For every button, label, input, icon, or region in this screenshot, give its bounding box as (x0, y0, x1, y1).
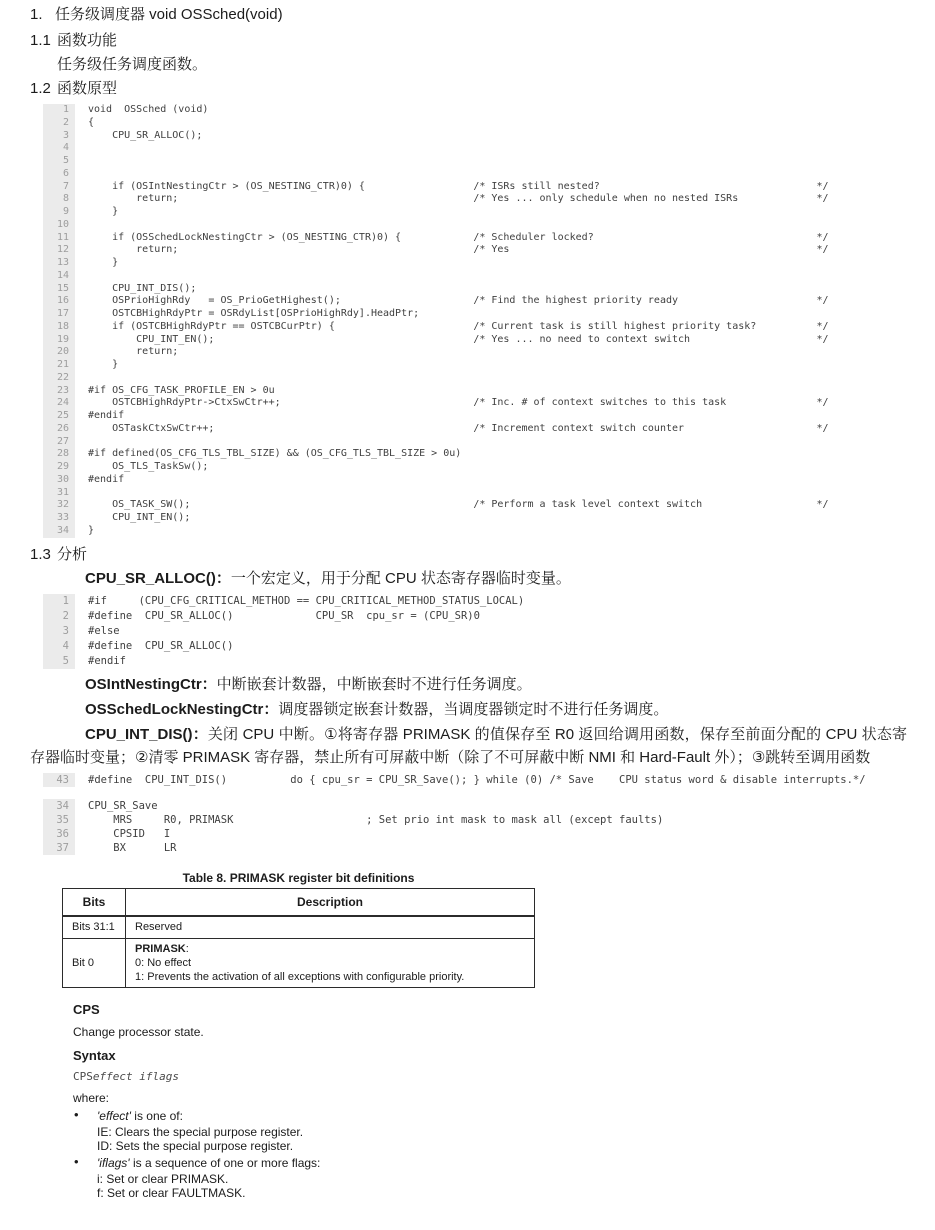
list-item-iflags (73, 1156, 907, 1170)
line-number: 4 (62, 142, 69, 154)
code-line: if (OSTCBHighRdyPtr == OSTCBCurPtr) { /* Current task is still highest priority task? */ (88, 320, 829, 332)
table8-bit-0: Bit 0 (63, 938, 126, 987)
table8-desc-reserved: Reserved (126, 916, 535, 938)
line-number: 20 (56, 346, 69, 358)
code-line: #define CPU_INT_DIS() do { cpu_sr = CPU_SR_Save(); } while (0) /* Save CPU status word & disable interrupts.*/ (88, 773, 866, 786)
list-item-effect (73, 1109, 907, 1123)
paragraph-cpu-sr-alloc (30, 569, 907, 589)
term-text: 调度器锁定嵌套计数器，当调度器锁定时不进行任务调度。 (278, 700, 669, 718)
paragraph-osintnestingctr (30, 675, 907, 695)
line-number: 4 (62, 639, 69, 652)
code-line: OSTCBHighRdyPtr->CtxSwCtr++; /* Inc. # of context switches to this task */ (88, 397, 829, 409)
code-line: #if (CPU_CFG_CRITICAL_METHOD == CPU_CRITICAL_METHOD_STATUS_LOCAL) (88, 594, 525, 607)
line-number: 29 (56, 461, 69, 472)
code-line: OSTaskCtxSwCtr++; /* Increment context switch counter */ (88, 422, 829, 434)
code-line: #if OS_CFG_TASK_PROFILE_EN > 0u (88, 384, 275, 396)
primask-bold: PRIMASK (135, 942, 186, 955)
code-line: #endif (88, 410, 125, 421)
code-lines (75, 799, 663, 855)
line-number: 18 (56, 320, 69, 332)
table8-title: Table 8. PRIMASK register bit definitions (182, 870, 415, 885)
code-line: CPU_INT_EN(); /* Yes ... no need to context switch */ (88, 333, 829, 345)
code-line: return; /* Yes ... only schedule when no nested ISRs */ (88, 193, 829, 205)
line-number: 35 (56, 813, 69, 826)
line-number: 28 (56, 448, 69, 460)
code-line: OS_TLS_TaskSw(); (88, 461, 209, 472)
line-number: 11 (56, 231, 69, 243)
line-number: 15 (56, 282, 69, 294)
code-line: CPU_SR_Save (88, 799, 158, 812)
syntax-heading: Syntax (73, 1047, 116, 1063)
term-text: 关闭 CPU 中断。①将寄存器 PRIMASK 的值保存至 R0 返回给调用函数，保存至前面分配的 CPU 状态寄存器临时变量；②清零 PRIMASK 寄存器，禁止所有可屏蔽中断（除了不可屏蔽中断 NMI 和 Hard-Fault 外）；③跳转至调用函数 (30, 725, 907, 766)
effect-option-id: ID: Sets the special purpose register. (97, 1138, 294, 1153)
iflags-option-f: f: Set or clear FAULTMASK. (97, 1185, 246, 1200)
line-number: 6 (62, 167, 69, 179)
line-number: 2 (62, 609, 69, 622)
code-line: #else (88, 624, 120, 637)
syntax-effect-placeholder: effect (92, 1069, 133, 1083)
line-number: 16 (56, 295, 69, 307)
table8-bits-31-1: Bits 31:1 (63, 916, 126, 938)
code-lines (75, 594, 524, 669)
section-heading-1-1 (30, 32, 907, 49)
effect-term: 'effect' (97, 1108, 131, 1123)
page-title (30, 6, 907, 23)
code-line: BX LR (88, 841, 177, 854)
code-line (88, 270, 829, 283)
syntax-keyword: CPS (73, 1069, 93, 1083)
section-number: 1.2 (30, 80, 51, 97)
code-line (88, 168, 829, 181)
code-line: void OSSched (void) (88, 104, 209, 115)
line-number-gutter (43, 104, 75, 538)
where-label: where: (73, 1090, 110, 1105)
term-label: OSSchedLockNestingCtr： (85, 700, 279, 718)
section-title: 函数原型 (57, 80, 118, 97)
code-line: CPU_INT_EN(); (88, 512, 191, 523)
section-number: 1.1 (30, 32, 51, 49)
function-description: 任务级任务调度函数。 (57, 56, 208, 73)
table-row (63, 938, 535, 987)
line-number: 25 (56, 410, 69, 421)
code-line (88, 219, 829, 232)
cps-heading: CPS (73, 1001, 100, 1017)
code-line: } (88, 359, 119, 370)
iflags-term: 'iflags' (97, 1155, 130, 1170)
code-line: #endif (88, 654, 126, 667)
code-block-cpu-sr-save-asm (43, 799, 907, 855)
paragraph-osschedlocknestingctr (30, 700, 907, 720)
line-number: 36 (56, 827, 69, 840)
code-lines (75, 104, 829, 538)
code-line (88, 142, 829, 155)
effect-option-ie: IE: Clears the special purpose register. (97, 1124, 304, 1139)
line-number: 3 (62, 129, 69, 141)
code-line: if (OSSchedLockNestingCtr > (OS_NESTING_CTR)0) { /* Scheduler locked? */ (88, 231, 829, 243)
line-number: 8 (62, 193, 69, 205)
cps-subtitle: Change processor state. (73, 1024, 204, 1039)
code-line: return; /* Yes */ (88, 244, 829, 256)
code-line: #define CPU_SR_ALLOC() (88, 639, 234, 652)
line-number: 24 (56, 397, 69, 409)
table8-header-description: Description (126, 888, 535, 916)
line-number: 32 (56, 499, 69, 511)
table-row (63, 916, 535, 938)
line-number: 34 (56, 799, 69, 812)
line-number: 22 (56, 371, 69, 383)
table8-primask-bits (62, 888, 535, 988)
line-number: 26 (56, 422, 69, 434)
section-number: 1.3 (30, 545, 51, 563)
line-number: 33 (56, 512, 69, 523)
code-line (88, 487, 829, 500)
table8-header-row (63, 888, 535, 916)
line-number: 23 (56, 384, 69, 396)
line-number: 3 (62, 624, 69, 637)
line-number: 27 (56, 435, 69, 447)
line-number-gutter (43, 799, 75, 855)
code-block-cpu-sr-alloc (43, 594, 907, 669)
code-line: OSPrioHighRdy = OS_PrioGetHighest(); /* Find the highest priority ready */ (88, 295, 829, 307)
line-number-gutter (43, 594, 75, 669)
code-block-ossched (43, 104, 907, 538)
effect-rest: is one of: (130, 1108, 183, 1123)
term-label: OSIntNestingCtr： (85, 675, 217, 693)
line-number: 9 (62, 206, 69, 217)
line-number: 10 (56, 218, 69, 230)
table8-header-bits: Bits (63, 888, 126, 916)
iflags-rest: is a sequence of one or more flags: (129, 1155, 321, 1170)
line-number: 1 (62, 594, 69, 607)
code-line: CPSID I (88, 827, 171, 840)
line-number: 5 (62, 654, 69, 667)
section-heading-1-3 (30, 546, 907, 563)
term-label: CPU_SR_ALLOC()： (85, 569, 231, 587)
code-line (88, 372, 829, 385)
line-number: 34 (56, 524, 69, 536)
code-line: } (88, 524, 95, 536)
term-text: 中断嵌套计数器，中断嵌套时不进行任务调度。 (216, 675, 532, 693)
effect-options (97, 1125, 907, 1153)
iflags-options (97, 1172, 907, 1200)
line-number: 13 (56, 257, 69, 268)
code-line: #define CPU_SR_ALLOC() CPU_SR cpu_sr = (CPU_SR)0 (88, 609, 480, 622)
section-title: 函数功能 (57, 32, 118, 49)
desc-line (135, 942, 525, 956)
iflags-option-i: i: Set or clear PRIMASK. (97, 1171, 229, 1186)
line-number: 5 (62, 155, 69, 166)
code-line (88, 155, 829, 168)
code-line (88, 436, 829, 449)
desc-line: 0: No effect (135, 956, 192, 969)
cps-syntax-code (73, 1070, 907, 1083)
code-line: OS_TASK_SW(); /* Perform a task level context switch */ (88, 499, 829, 511)
page-title-number: 1. (30, 6, 43, 23)
syntax-iflags-placeholder: iflags (132, 1069, 179, 1083)
line-number-gutter (43, 773, 75, 787)
line-number: 19 (56, 333, 69, 345)
term-label: CPU_INT_DIS()： (85, 725, 208, 743)
code-line: #endif (88, 473, 125, 485)
line-number: 31 (56, 486, 69, 498)
line-number: 43 (56, 773, 69, 786)
line-number: 1 (62, 104, 69, 115)
line-number: 12 (56, 244, 69, 256)
primask-colon: : (185, 942, 189, 955)
paragraph-cpu-int-dis (30, 723, 907, 769)
line-number: 37 (56, 841, 69, 854)
line-number: 17 (56, 308, 69, 319)
line-number: 2 (62, 116, 69, 128)
code-line: } (88, 206, 119, 217)
section-heading-1-2 (30, 80, 907, 97)
code-lines (75, 773, 866, 787)
term-text: 一个宏定义，用于分配 CPU 状态寄存器临时变量。 (230, 569, 571, 587)
code-line: OSTCBHighRdyPtr = OSRdyList[OSPrioHighRdy].HeadPtr; (88, 308, 420, 319)
page-title-text: 任务级调度器 void OSSched(void) (55, 6, 283, 23)
line-number: 14 (56, 269, 69, 281)
line-number: 21 (56, 359, 69, 370)
code-line: return; (88, 346, 179, 358)
cps-instruction-section (73, 1002, 907, 1200)
table8-desc-primask (126, 938, 535, 987)
desc-line: 1: Prevents the activation of all exceptions with configurable priority. (135, 970, 465, 983)
code-line: } (88, 257, 119, 268)
code-line: #if defined(OS_CFG_TLS_TBL_SIZE) && (OS_CFG_TLS_TBL_SIZE > 0u) (88, 448, 462, 460)
code-line: CPU_INT_DIS(); (88, 282, 197, 294)
line-number: 30 (56, 473, 69, 485)
section-title: 分析 (57, 545, 88, 563)
line-number: 7 (62, 180, 69, 192)
code-line: MRS R0, PRIMASK ; Set prio int mask to mask all (except faults) (88, 813, 664, 826)
code-line: { (88, 116, 95, 128)
code-line: if (OSIntNestingCtr > (OS_NESTING_CTR)0) { /* ISRs still nested? */ (88, 180, 829, 192)
code-line: CPU_SR_ALLOC(); (88, 129, 203, 141)
code-block-cpu-int-dis-macro (43, 773, 907, 787)
